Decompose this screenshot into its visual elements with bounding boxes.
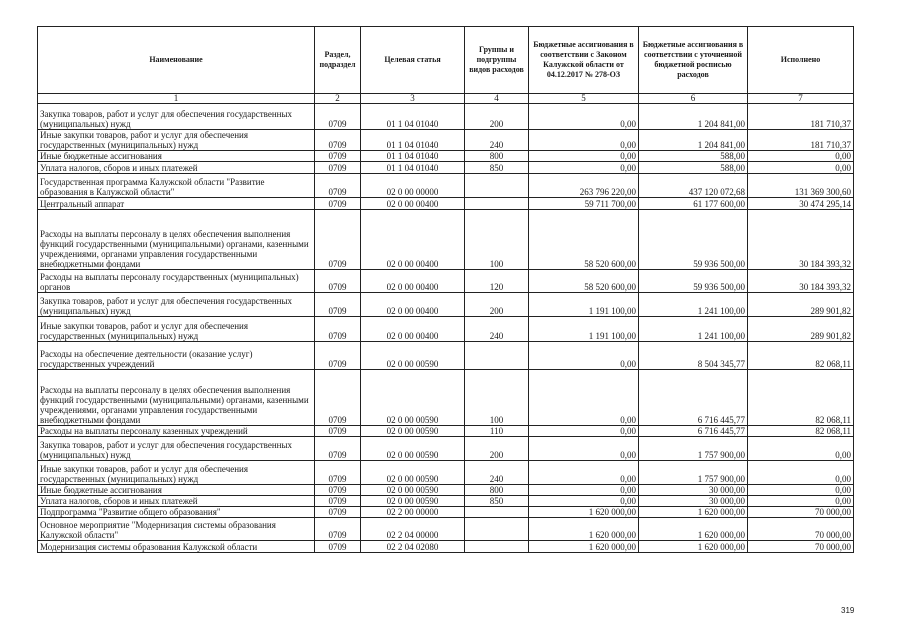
cell-target-article: 02 2 04 02080 xyxy=(361,541,465,553)
table-row xyxy=(38,485,854,496)
cell-law-allocation: 0,00 xyxy=(529,437,639,461)
cell-executed: 0,00 xyxy=(748,151,854,162)
table-body xyxy=(38,104,854,553)
budget-execution-table xyxy=(37,26,854,553)
cell-expense-group: 200 xyxy=(465,437,529,461)
cell-section: 0709 xyxy=(315,507,361,518)
cell-revised-allocation: 61 177 600,00 xyxy=(639,198,748,210)
table-row xyxy=(38,461,854,485)
header-law-allocations: Бюджетные ассигнования в соответствии с Законом Калужской области от 04.12.2017 № 278-ОЗ xyxy=(529,27,639,94)
cell-revised-allocation: 437 120 072,68 xyxy=(639,174,748,198)
cell-law-allocation: 1 620 000,00 xyxy=(529,541,639,553)
cell-law-allocation: 0,00 xyxy=(529,496,639,507)
cell-expense-group xyxy=(465,174,529,198)
cell-name: Подпрограмма "Развитие общего образования" xyxy=(38,507,315,518)
table-row xyxy=(38,130,854,151)
cell-name: Уплата налогов, сборов и иных платежей xyxy=(38,496,315,507)
cell-section: 0709 xyxy=(315,293,361,317)
cell-executed: 181 710,37 xyxy=(748,130,854,151)
cell-expense-group: 240 xyxy=(465,130,529,151)
header-expense-group: Группы и подгруппы видов расходов xyxy=(465,27,529,94)
cell-section: 0709 xyxy=(315,174,361,198)
table-row xyxy=(38,198,854,210)
cell-executed: 70 000,00 xyxy=(748,541,854,553)
cell-revised-allocation: 1 241 100,00 xyxy=(639,317,748,342)
cell-law-allocation: 58 520 600,00 xyxy=(529,270,639,293)
cell-law-allocation: 1 620 000,00 xyxy=(529,518,639,541)
cell-revised-allocation: 1 204 841,00 xyxy=(639,130,748,151)
cell-executed: 0,00 xyxy=(748,461,854,485)
table-row xyxy=(38,496,854,507)
cell-name: Уплата налогов, сборов и иных платежей xyxy=(38,162,315,174)
cell-revised-allocation: 30 000,00 xyxy=(639,485,748,496)
cell-name: Модернизация системы образования Калужской области xyxy=(38,541,315,553)
cell-name: Основное мероприятие "Модернизация системы образования Калужской области" xyxy=(38,518,315,541)
cell-name: Центральный аппарат xyxy=(38,198,315,210)
cell-revised-allocation: 1 620 000,00 xyxy=(639,541,748,553)
column-number: 3 xyxy=(361,94,465,104)
cell-expense-group: 800 xyxy=(465,151,529,162)
cell-target-article: 02 0 00 00000 xyxy=(361,174,465,198)
cell-expense-group xyxy=(465,342,529,370)
cell-section: 0709 xyxy=(315,317,361,342)
cell-law-allocation: 0,00 xyxy=(529,342,639,370)
cell-law-allocation: 0,00 xyxy=(529,104,639,130)
cell-expense-group: 240 xyxy=(465,317,529,342)
table-row xyxy=(38,342,854,370)
cell-law-allocation: 0,00 xyxy=(529,370,639,426)
cell-law-allocation: 0,00 xyxy=(529,162,639,174)
cell-executed: 181 710,37 xyxy=(748,104,854,130)
cell-law-allocation: 263 796 220,00 xyxy=(529,174,639,198)
cell-revised-allocation: 1 241 100,00 xyxy=(639,293,748,317)
cell-section: 0709 xyxy=(315,461,361,485)
header-name: Наименование xyxy=(38,27,315,94)
cell-section: 0709 xyxy=(315,210,361,270)
cell-executed: 30 184 393,32 xyxy=(748,270,854,293)
cell-expense-group xyxy=(465,198,529,210)
cell-executed: 289 901,82 xyxy=(748,293,854,317)
cell-name: Иные бюджетные ассигнования xyxy=(38,151,315,162)
column-number: 6 xyxy=(639,94,748,104)
cell-target-article: 02 0 00 00590 xyxy=(361,370,465,426)
cell-expense-group: 240 xyxy=(465,461,529,485)
cell-executed: 0,00 xyxy=(748,496,854,507)
cell-law-allocation: 0,00 xyxy=(529,461,639,485)
cell-section: 0709 xyxy=(315,541,361,553)
cell-name: Закупка товаров, работ и услуг для обеспечения государственных (муниципальных) нужд xyxy=(38,293,315,317)
cell-revised-allocation: 8 504 345,77 xyxy=(639,342,748,370)
cell-expense-group: 800 xyxy=(465,485,529,496)
cell-expense-group: 200 xyxy=(465,104,529,130)
table-row xyxy=(38,518,854,541)
cell-name: Закупка товаров, работ и услуг для обеспечения государственных (муниципальных) нужд xyxy=(38,437,315,461)
cell-law-allocation: 1 191 100,00 xyxy=(529,317,639,342)
cell-target-article: 02 0 00 00590 xyxy=(361,437,465,461)
cell-name: Расходы на обеспечение деятельности (оказание услуг) государственных учреждений xyxy=(38,342,315,370)
header-executed: Исполнено xyxy=(748,27,854,94)
cell-law-allocation: 58 520 600,00 xyxy=(529,210,639,270)
cell-section: 0709 xyxy=(315,162,361,174)
cell-executed: 82 068,11 xyxy=(748,370,854,426)
cell-executed: 131 369 300,60 xyxy=(748,174,854,198)
cell-name: Иные закупки товаров, работ и услуг для обеспечения государственных (муниципальных) нужд xyxy=(38,461,315,485)
cell-section: 0709 xyxy=(315,104,361,130)
table-row xyxy=(38,317,854,342)
cell-executed: 82 068,11 xyxy=(748,426,854,437)
cell-name: Иные закупки товаров, работ и услуг для обеспечения государственных (муниципальных) нужд xyxy=(38,317,315,342)
cell-executed: 0,00 xyxy=(748,437,854,461)
cell-executed: 289 901,82 xyxy=(748,317,854,342)
column-number: 1 xyxy=(38,94,315,104)
cell-section: 0709 xyxy=(315,130,361,151)
cell-target-article: 02 2 00 00000 xyxy=(361,507,465,518)
header-section: Раздел, подраздел xyxy=(315,27,361,94)
cell-expense-group: 850 xyxy=(465,162,529,174)
cell-law-allocation: 0,00 xyxy=(529,485,639,496)
cell-target-article: 02 0 00 00400 xyxy=(361,270,465,293)
table-row xyxy=(38,104,854,130)
cell-section: 0709 xyxy=(315,270,361,293)
table-row xyxy=(38,437,854,461)
cell-section: 0709 xyxy=(315,518,361,541)
cell-revised-allocation: 1 757 900,00 xyxy=(639,461,748,485)
cell-section: 0709 xyxy=(315,437,361,461)
cell-target-article: 02 0 00 00590 xyxy=(361,426,465,437)
cell-expense-group: 200 xyxy=(465,293,529,317)
table-row xyxy=(38,370,854,426)
cell-revised-allocation: 1 620 000,00 xyxy=(639,507,748,518)
cell-executed: 0,00 xyxy=(748,162,854,174)
cell-executed: 82 068,11 xyxy=(748,342,854,370)
cell-revised-allocation: 1 204 841,00 xyxy=(639,104,748,130)
cell-target-article: 01 1 04 01040 xyxy=(361,162,465,174)
cell-law-allocation: 0,00 xyxy=(529,426,639,437)
table-row xyxy=(38,270,854,293)
header-target-article: Целевая статья xyxy=(361,27,465,94)
cell-revised-allocation: 588,00 xyxy=(639,162,748,174)
cell-revised-allocation: 6 716 445,77 xyxy=(639,370,748,426)
table-row xyxy=(38,426,854,437)
table-row xyxy=(38,541,854,553)
table-row xyxy=(38,293,854,317)
table-row xyxy=(38,174,854,198)
cell-section: 0709 xyxy=(315,426,361,437)
cell-target-article: 02 0 00 00590 xyxy=(361,496,465,507)
cell-revised-allocation: 1 757 900,00 xyxy=(639,437,748,461)
cell-expense-group xyxy=(465,507,529,518)
cell-expense-group xyxy=(465,518,529,541)
cell-target-article: 01 1 04 01040 xyxy=(361,130,465,151)
cell-name: Иные закупки товаров, работ и услуг для обеспечения государственных (муниципальных) нужд xyxy=(38,130,315,151)
cell-target-article: 02 0 00 00400 xyxy=(361,210,465,270)
table-header-row xyxy=(38,27,854,94)
cell-executed: 30 474 295,14 xyxy=(748,198,854,210)
cell-expense-group: 850 xyxy=(465,496,529,507)
cell-target-article: 01 1 04 01040 xyxy=(361,151,465,162)
column-number: 7 xyxy=(748,94,854,104)
cell-target-article: 02 0 00 00400 xyxy=(361,317,465,342)
cell-section: 0709 xyxy=(315,370,361,426)
cell-section: 0709 xyxy=(315,496,361,507)
cell-name: Государственная программа Калужской области "Развитие образования в Калужской области" xyxy=(38,174,315,198)
cell-target-article: 02 2 04 00000 xyxy=(361,518,465,541)
table-row xyxy=(38,210,854,270)
cell-target-article: 01 1 04 01040 xyxy=(361,104,465,130)
cell-section: 0709 xyxy=(315,485,361,496)
cell-revised-allocation: 6 716 445,77 xyxy=(639,426,748,437)
cell-target-article: 02 0 00 00400 xyxy=(361,198,465,210)
cell-law-allocation: 59 711 700,00 xyxy=(529,198,639,210)
cell-law-allocation: 1 191 100,00 xyxy=(529,293,639,317)
cell-revised-allocation: 1 620 000,00 xyxy=(639,518,748,541)
cell-law-allocation: 1 620 000,00 xyxy=(529,507,639,518)
cell-target-article: 02 0 00 00590 xyxy=(361,461,465,485)
cell-target-article: 02 0 00 00590 xyxy=(361,485,465,496)
cell-section: 0709 xyxy=(315,342,361,370)
cell-section: 0709 xyxy=(315,151,361,162)
cell-expense-group: 100 xyxy=(465,370,529,426)
cell-expense-group xyxy=(465,541,529,553)
cell-name: Закупка товаров, работ и услуг для обеспечения государственных (муниципальных) нужд xyxy=(38,104,315,130)
cell-name: Иные бюджетные ассигнования xyxy=(38,485,315,496)
cell-target-article: 02 0 00 00400 xyxy=(361,293,465,317)
cell-executed: 30 184 393,32 xyxy=(748,210,854,270)
cell-section: 0709 xyxy=(315,198,361,210)
table-row xyxy=(38,162,854,174)
column-number: 2 xyxy=(315,94,361,104)
table-row xyxy=(38,507,854,518)
cell-law-allocation: 0,00 xyxy=(529,151,639,162)
column-number: 5 xyxy=(529,94,639,104)
cell-revised-allocation: 588,00 xyxy=(639,151,748,162)
cell-name: Расходы на выплаты персоналу государственных (муниципальных) органов xyxy=(38,270,315,293)
cell-executed: 70 000,00 xyxy=(748,507,854,518)
page-number: 319 xyxy=(841,606,855,615)
cell-name: Расходы на выплаты персоналу в целях обеспечения выполнения функций государственными (муниципальными) органами, казенными учреждениями, органами управления государственными внебюджетными фондами xyxy=(38,210,315,270)
header-revised-allocations: Бюджетные ассигнования в соответствии с уточненной бюджетной росписью расходов xyxy=(639,27,748,94)
cell-target-article: 02 0 00 00590 xyxy=(361,342,465,370)
cell-executed: 0,00 xyxy=(748,485,854,496)
column-number-row xyxy=(38,94,854,104)
table-row xyxy=(38,151,854,162)
cell-name: Расходы на выплаты персоналу в целях обеспечения выполнения функций государственными (муниципальными) органами, казенными учреждениями, органами управления государственными внебюджетными фондами xyxy=(38,370,315,426)
cell-revised-allocation: 59 936 500,00 xyxy=(639,270,748,293)
cell-law-allocation: 0,00 xyxy=(529,130,639,151)
cell-expense-group: 110 xyxy=(465,426,529,437)
cell-name: Расходы на выплаты персоналу казенных учреждений xyxy=(38,426,315,437)
cell-expense-group: 100 xyxy=(465,210,529,270)
cell-revised-allocation: 30 000,00 xyxy=(639,496,748,507)
cell-executed: 70 000,00 xyxy=(748,518,854,541)
cell-expense-group: 120 xyxy=(465,270,529,293)
column-number: 4 xyxy=(465,94,529,104)
cell-revised-allocation: 59 936 500,00 xyxy=(639,210,748,270)
